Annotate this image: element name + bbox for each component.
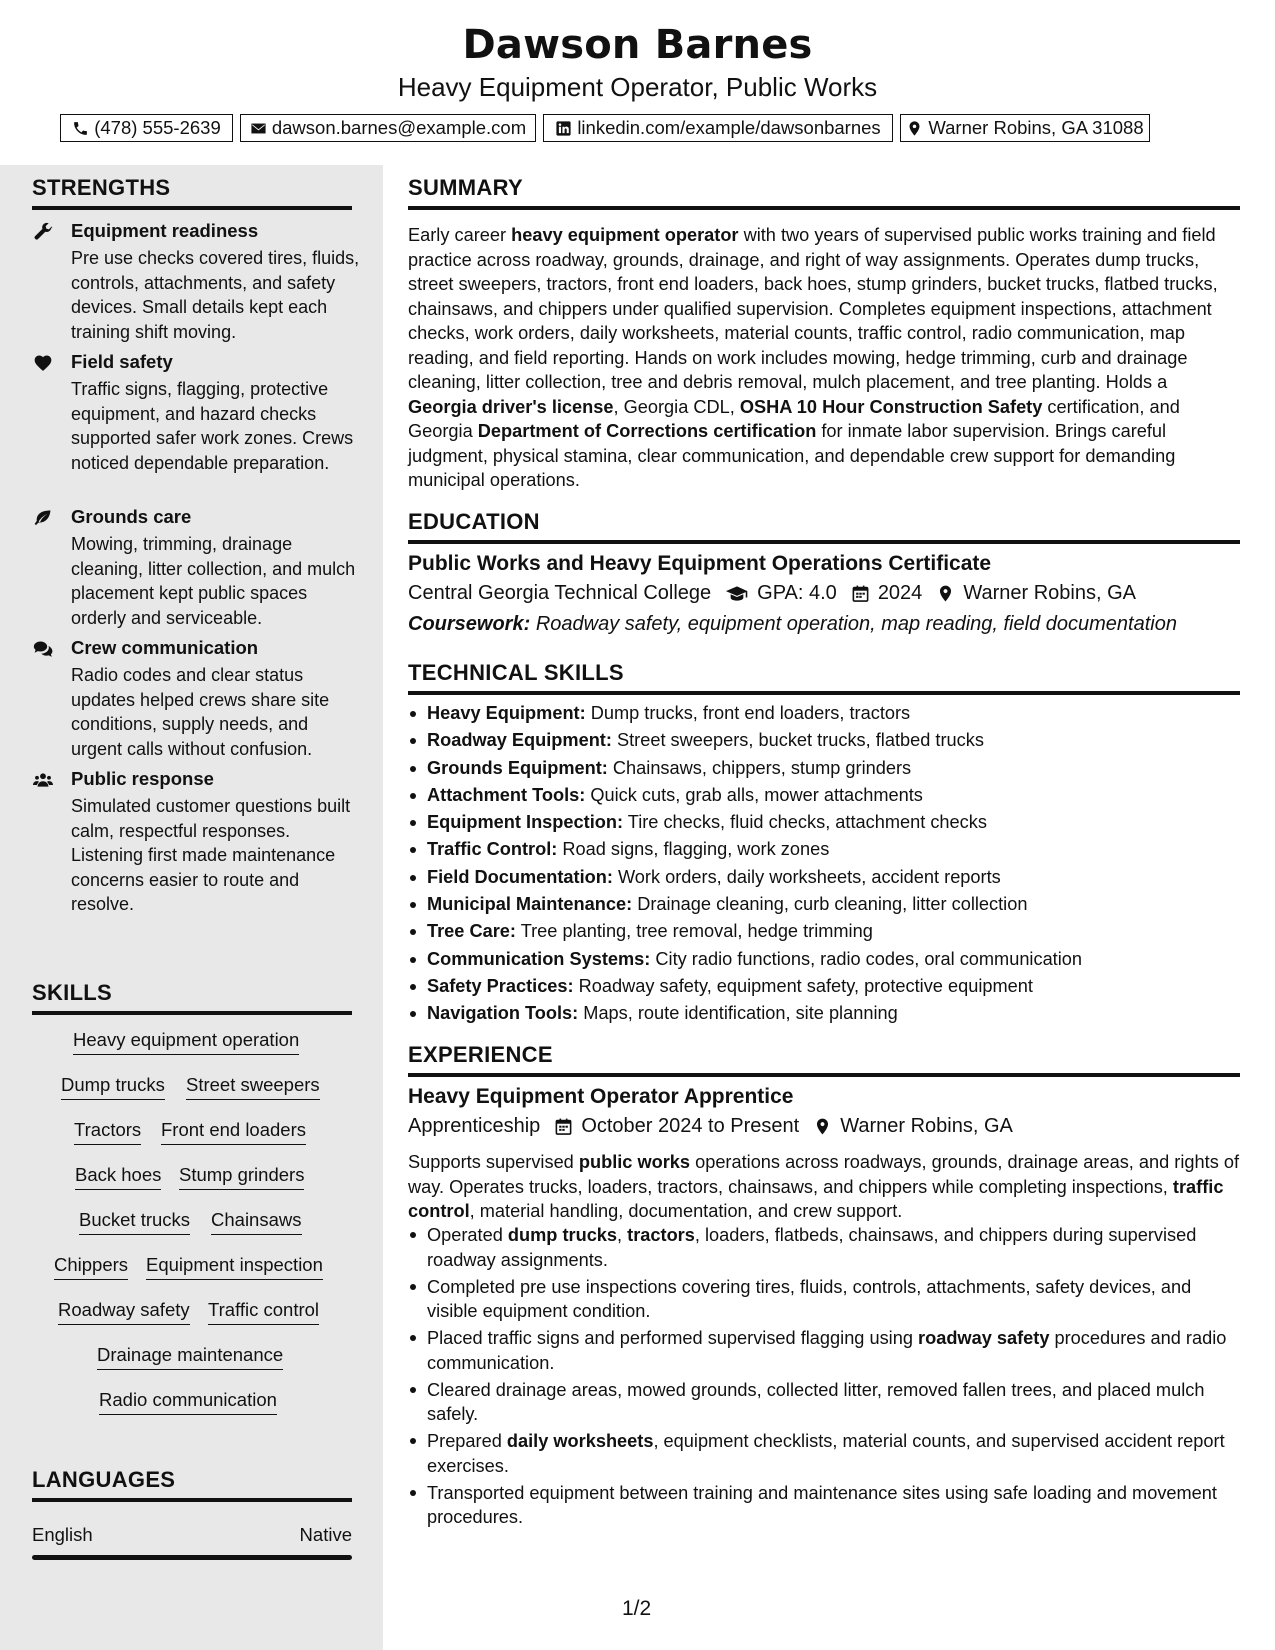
text-run: Early career bbox=[408, 225, 512, 245]
experience-bullet bbox=[408, 1275, 1240, 1324]
technical-skill-item bbox=[408, 755, 1240, 782]
technical-skill-item bbox=[408, 1000, 1240, 1027]
text-run: procedures and radio communication. bbox=[427, 1328, 1227, 1373]
technical-skill-value: Maps, route identification, site planning bbox=[578, 1003, 898, 1024]
language-name: English bbox=[32, 1524, 93, 1545]
technical-skill-label: Safety Practices: bbox=[427, 975, 574, 996]
skill-tag: Bucket trucks bbox=[79, 1209, 190, 1235]
resume-header bbox=[0, 0, 1275, 165]
technical-skill-item bbox=[408, 973, 1240, 1000]
text-run: Cleared drainage areas, mowed grounds, collected litter, removed fallen trees, and placed mulch safely. bbox=[427, 1379, 1205, 1424]
users-icon bbox=[32, 770, 54, 790]
education-heading: EDUCATION bbox=[408, 509, 540, 534]
wrench-icon bbox=[32, 222, 54, 242]
strength-description: Pre use checks covered tires, fluids, controls, attachments, and safety devices. Small details kept each training shift moving. bbox=[71, 248, 360, 342]
strengths-heading: STRENGTHS bbox=[32, 175, 171, 200]
text-run: Operated bbox=[427, 1225, 508, 1245]
text-run: for inmate labor supervision. Brings careful judgment, physical stamina, clear communication, and dependable crew support for demanding municipal operations. bbox=[408, 421, 1176, 490]
map-marker-icon bbox=[936, 584, 955, 603]
skill-tag: Tractors bbox=[74, 1119, 141, 1145]
contact-row bbox=[60, 114, 1210, 144]
strength-description: Traffic signs, flagging, protective equipment, and hazard checks supported safer work zones. Crews noticed dependable preparation. bbox=[71, 379, 354, 473]
technical-skill-label: Heavy Equipment: bbox=[427, 703, 586, 723]
text-run: certification, and Georgia bbox=[408, 396, 1180, 441]
technical-skill-item bbox=[408, 809, 1240, 836]
experience-bullet bbox=[408, 1223, 1240, 1272]
strength-title: Grounds care bbox=[71, 506, 192, 527]
skill-tag: Street sweepers bbox=[186, 1074, 320, 1100]
technical-skill-label: Municipal Maintenance: bbox=[427, 894, 633, 915]
phone-text: (478) 555-2639 bbox=[94, 117, 221, 138]
technical-skill-value: Work orders, daily worksheets, accident reports bbox=[612, 866, 1001, 887]
education-school: Central Georgia Technical College bbox=[408, 582, 712, 604]
page-number: 1/2 bbox=[622, 1597, 652, 1620]
technical-skill-label: Equipment Inspection: bbox=[427, 812, 624, 833]
experience-role: Heavy Equipment Operator Apprentice bbox=[408, 1085, 794, 1108]
technical-skill-label: Tree Care: bbox=[427, 921, 516, 942]
contact-phone[interactable] bbox=[60, 114, 233, 142]
text-run: Transported equipment between training and maintenance sites using safe loading and movement procedures. bbox=[427, 1482, 1217, 1527]
text-run: , material handling, documentation, and crew support. bbox=[469, 1201, 903, 1221]
skill-tag: Equipment inspection bbox=[146, 1254, 323, 1280]
technical-skill-item bbox=[408, 891, 1240, 918]
summary-heading: SUMMARY bbox=[408, 175, 523, 200]
experience-heading: EXPERIENCE bbox=[408, 1042, 553, 1067]
technical-skill-label: Communication Systems: bbox=[427, 948, 651, 969]
linkedin-icon bbox=[555, 120, 572, 137]
comments-icon bbox=[32, 639, 54, 659]
skill-tag: Heavy equipment operation bbox=[73, 1029, 299, 1055]
experience-rule bbox=[408, 1073, 1240, 1077]
coursework-text: Roadway safety, equipment operation, map reading, field documentation bbox=[535, 613, 1177, 635]
skill-tag: Dump trucks bbox=[61, 1074, 165, 1100]
skill-tag: Stump grinders bbox=[179, 1164, 304, 1190]
experience-bullets bbox=[408, 1223, 1240, 1532]
summary-text bbox=[408, 223, 1240, 493]
text-run: Prepared bbox=[427, 1431, 507, 1451]
language-row bbox=[32, 1524, 352, 1546]
bold-text: heavy equipment operator bbox=[511, 225, 739, 245]
technical-skill-label: Grounds Equipment: bbox=[427, 757, 608, 778]
skill-tag: Back hoes bbox=[75, 1164, 161, 1190]
education-details bbox=[408, 582, 1136, 605]
strength-description: Radio codes and clear status updates helped crews share site conditions, supply needs, and urgent calls without confusion. bbox=[71, 665, 330, 759]
location-text: Warner Robins, GA 31088 bbox=[928, 117, 1144, 138]
strength-title: Public response bbox=[71, 768, 214, 789]
graduation-cap-icon bbox=[725, 584, 749, 603]
technical-skill-label: Navigation Tools: bbox=[427, 1003, 579, 1024]
technical-skill-label: Roadway Equipment: bbox=[427, 730, 612, 751]
technical-skill-item bbox=[408, 700, 1240, 727]
skill-tag: Radio communication bbox=[99, 1389, 277, 1415]
skill-tag: Chainsaws bbox=[211, 1209, 302, 1235]
calendar-icon bbox=[554, 1117, 573, 1136]
bold-text: Georgia driver's license bbox=[408, 396, 614, 417]
languages-heading: LANGUAGES bbox=[32, 1467, 176, 1492]
technical-skill-item bbox=[408, 918, 1240, 945]
experience-details bbox=[408, 1115, 1013, 1138]
technical-skill-value: Street sweepers, bucket trucks, flatbed trucks bbox=[611, 730, 984, 751]
leaf-icon bbox=[32, 508, 54, 528]
contact-linkedin[interactable] bbox=[543, 114, 893, 142]
bold-text: daily worksheets bbox=[506, 1431, 654, 1451]
experience-location: Warner Robins, GA bbox=[840, 1115, 1013, 1137]
map-marker-icon bbox=[813, 1117, 832, 1136]
heart-icon bbox=[32, 353, 54, 373]
technical-skill-value: Chainsaws, chippers, stump grinders bbox=[607, 757, 912, 778]
text-run: Placed traffic signs and performed supervised flagging using bbox=[427, 1328, 919, 1348]
strength-description: Simulated customer questions built calm, respectful responses. Listening first made maintenance concerns easier to route and resolve. bbox=[71, 796, 351, 914]
experience-org: Apprenticeship bbox=[408, 1115, 541, 1137]
candidate-title: Heavy Equipment Operator, Public Works bbox=[397, 72, 878, 102]
experience-intro bbox=[408, 1150, 1240, 1224]
text-run: , equipment checklists, material counts, and supervised accident report exercises. bbox=[427, 1431, 1225, 1476]
bold-text: dump trucks bbox=[507, 1225, 618, 1245]
experience-bullet bbox=[408, 1326, 1240, 1375]
experience-dates: October 2024 to Present bbox=[581, 1115, 800, 1137]
education-gpa: GPA: 4.0 bbox=[757, 582, 837, 604]
skill-tag: Chippers bbox=[54, 1254, 128, 1280]
languages-rule bbox=[32, 1498, 352, 1502]
technical-skill-label: Field Documentation: bbox=[427, 866, 613, 887]
text-run: operations across roadways, grounds, drainage areas, and rights of way. Operates trucks, loaders, tractors, chainsaws, and chippers while completing inspections, bbox=[408, 1152, 1240, 1197]
strength-title: Equipment readiness bbox=[71, 220, 259, 241]
technical-skill-item bbox=[408, 864, 1240, 891]
text-run: , loaders, flatbeds, chainsaws, and chippers during supervised roadway assignments. bbox=[427, 1225, 1197, 1270]
education-degree: Public Works and Heavy Equipment Operations Certificate bbox=[408, 552, 992, 575]
experience-bullet bbox=[408, 1429, 1240, 1478]
bold-text: public works bbox=[578, 1152, 691, 1172]
linkedin-text: linkedin.com/example/dawsonbarnes bbox=[577, 117, 881, 138]
technical-skill-value: Dump trucks, front end loaders, tractors bbox=[585, 703, 911, 723]
bold-text: roadway safety bbox=[918, 1328, 1050, 1348]
strength-title: Crew communication bbox=[71, 637, 259, 658]
summary-rule bbox=[408, 206, 1240, 210]
education-rule bbox=[408, 540, 1240, 544]
education-coursework bbox=[408, 613, 1177, 636]
bold-text: traffic control bbox=[408, 1176, 1224, 1221]
technical-skill-value: Drainage cleaning, curb cleaning, litter collection bbox=[632, 894, 1028, 915]
strength-description: Mowing, trimming, drainage cleaning, litter collection, and mulch placement kept public spaces orderly and serviceable. bbox=[71, 534, 356, 628]
bold-text: OSHA 10 Hour Construction Safety bbox=[739, 396, 1043, 417]
technical-skills-list bbox=[408, 700, 1240, 1028]
contact-location[interactable] bbox=[900, 114, 1150, 142]
technical-skill-value: City radio functions, radio codes, oral communication bbox=[650, 948, 1083, 969]
technical-skill-value: Roadway safety, equipment safety, protective equipment bbox=[573, 975, 1033, 996]
contact-email[interactable] bbox=[240, 114, 536, 142]
envelope-icon bbox=[250, 120, 267, 137]
sidebar bbox=[0, 165, 383, 1650]
language-level: Native bbox=[299, 1524, 352, 1545]
technical-skill-value: Quick cuts, grab alls, mower attachments bbox=[585, 784, 923, 805]
technical-skill-value: Tire checks, fluid checks, attachment checks bbox=[623, 812, 987, 833]
skill-tag: Traffic control bbox=[208, 1299, 319, 1325]
technical-skill-item bbox=[408, 946, 1240, 973]
language-proficiency-bar bbox=[32, 1555, 352, 1560]
text-run: with two years of supervised public works training and field practice across roadway, grounds, drainage, and right of way assignments. Operates dump trucks, street sweepers, tractors, front end loaders, back hoes, stump grinders, bucket trucks, flatbed trucks, chainsaws, and chippers under qualified supervision. Completes equipment inspections, attachment checks, work orders, daily worksheets, material counts, traffic control, radio communication, map reading, and field reporting. Hands on work includes mowing, hedge trimming, curb and drainage cleaning, litter collection, tree and debris removal, mulch placement, and tree planting. Holds a bbox=[408, 225, 1218, 392]
calendar-icon bbox=[851, 584, 870, 603]
technical-skill-value: Road signs, flagging, work zones bbox=[557, 839, 830, 860]
email-text: dawson.barnes@example.com bbox=[271, 117, 527, 138]
technical-skill-label: Traffic Control: bbox=[427, 839, 558, 860]
text-run: , Georgia CDL, bbox=[613, 396, 740, 417]
text-run: Completed pre use inspections covering tires, fluids, controls, attachments, safety devices, and visible equipment condition. bbox=[427, 1276, 1192, 1321]
skills-heading: SKILLS bbox=[32, 980, 113, 1005]
education-year: 2024 bbox=[877, 582, 923, 604]
skill-tag: Drainage maintenance bbox=[97, 1344, 283, 1370]
text-run: Supports supervised bbox=[408, 1152, 579, 1172]
technical-skill-value: Tree planting, tree removal, hedge trimming bbox=[515, 921, 873, 942]
map-marker-icon bbox=[906, 120, 923, 137]
strengths-rule bbox=[32, 206, 352, 210]
technical-skills-rule bbox=[408, 691, 1240, 695]
coursework-label: Coursework: bbox=[408, 613, 531, 635]
technical-skill-item bbox=[408, 836, 1240, 863]
experience-bullet bbox=[408, 1481, 1240, 1530]
text-run: , bbox=[617, 1225, 628, 1245]
strength-title: Field safety bbox=[71, 351, 173, 372]
technical-skill-label: Attachment Tools: bbox=[427, 784, 586, 805]
technical-skills-heading: TECHNICAL SKILLS bbox=[408, 660, 624, 685]
education-location: Warner Robins, GA bbox=[963, 582, 1136, 604]
bold-text: tractors bbox=[627, 1225, 695, 1245]
candidate-name: Dawson Barnes bbox=[462, 22, 813, 68]
technical-skill-item bbox=[408, 782, 1240, 809]
phone-icon bbox=[72, 120, 89, 137]
experience-bullet bbox=[408, 1378, 1240, 1427]
skill-tag: Roadway safety bbox=[58, 1299, 190, 1325]
skill-tag: Front end loaders bbox=[161, 1119, 306, 1145]
bold-text: Department of Corrections certification bbox=[477, 421, 817, 441]
technical-skill-item bbox=[408, 727, 1240, 754]
skills-rule bbox=[32, 1011, 352, 1015]
